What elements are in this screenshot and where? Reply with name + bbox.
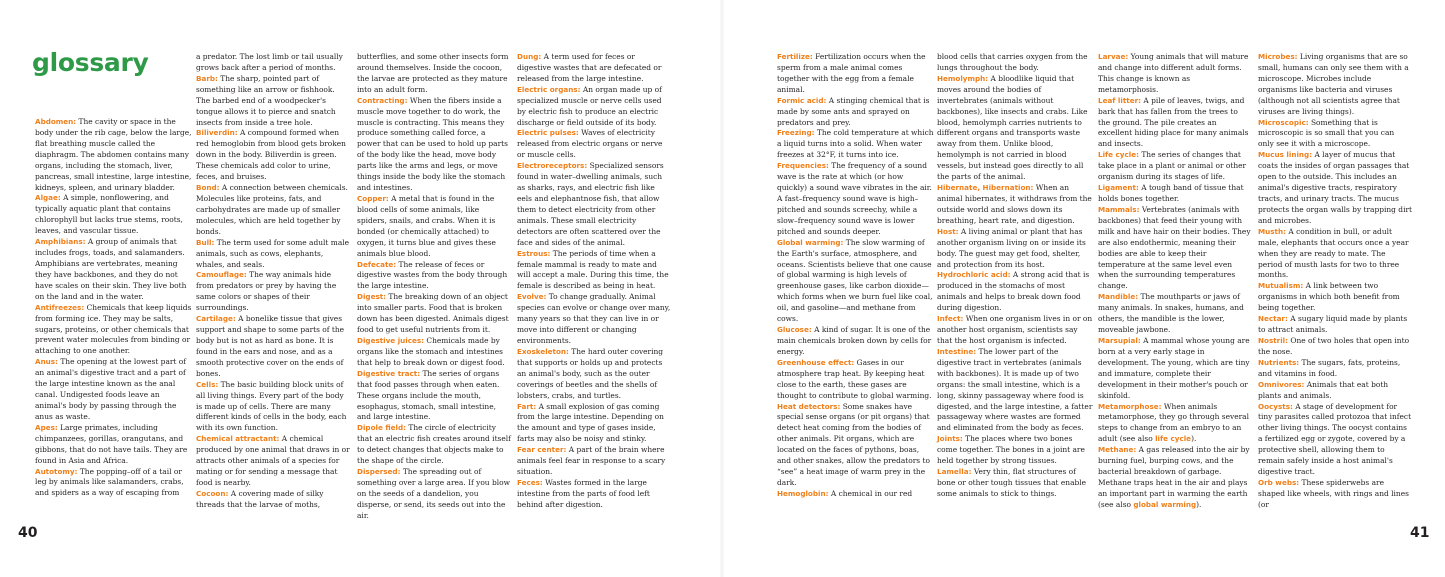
glossary-term: Contracting: xyxy=(357,95,408,105)
glossary-entry xyxy=(517,249,671,293)
glossary-entry xyxy=(1258,314,1412,336)
glossary-entry xyxy=(1098,52,1251,96)
glossary-definition: A link between two organisms in which both benefit from being together. xyxy=(1258,281,1400,313)
glossary-entry xyxy=(1258,227,1412,282)
glossary-term: Mutualism: xyxy=(1258,281,1304,291)
glossary-term: Fertilize: xyxy=(777,52,813,61)
glossary-term: Antifreezes: xyxy=(35,302,85,312)
glossary-entry xyxy=(777,402,935,489)
glossary-term: Orb webs: xyxy=(1258,477,1300,487)
glossary-entry xyxy=(357,336,511,369)
glossary-definition: The mouthparts or jaws of many animals. In snakes, humans, and others, the mandible is the lower, moveable jawbone. xyxy=(1098,292,1244,335)
glossary-definition: blood cells that carries oxygen from the lungs throughout the body. xyxy=(937,52,1088,72)
glossary-definition: A sugary liquid made by plants to attract animals. xyxy=(1258,314,1408,335)
glossary-entry xyxy=(196,489,350,511)
glossary-entry xyxy=(35,303,193,358)
glossary-definition: Fertilization occurs when the sperm from a male animal comes together with the egg from a female animal. xyxy=(777,52,926,94)
glossary-term: Estrous: xyxy=(517,248,551,258)
glossary-term: Methane: xyxy=(1098,445,1137,455)
glossary-definition: A covering made of silky threads that the larvae of moths, xyxy=(196,488,324,509)
glossary-definition: A part of the brain where animals feel fear in response to a scary situation. xyxy=(517,445,666,477)
glossary-entry xyxy=(517,292,671,347)
glossary-definition: Wastes formed in the large intestine from the parts of food left behind after digestion. xyxy=(517,477,650,509)
glossary-term: Apes: xyxy=(35,422,58,432)
glossary-definition: To change gradually. Animal species can evolve or change over many, many years so that they can live in or move into different or changing environments. xyxy=(517,292,671,345)
glossary-term: Musth: xyxy=(1258,226,1286,236)
glossary-definition: A small explosion of gas coming from the large intestine. Depending on the amount and type of gases inside, farts may also be noisy and stinky. xyxy=(517,401,664,444)
glossary-definition: The series of changes that take place in a plant or animal or other organism during its stages of life. xyxy=(1098,150,1247,182)
glossary-definition: Waves of electricity released from electric organs or nerve or muscle cells. xyxy=(517,128,663,160)
glossary-definition: Young animals that will mature and change into different adult forms. This change is known as metamorphosis. xyxy=(1098,52,1249,94)
glossary-term: Heat detectors: xyxy=(777,401,841,411)
glossary-term: Hibernate, Hibernation: xyxy=(937,183,1034,193)
glossary-entry xyxy=(777,161,935,237)
glossary-entry xyxy=(1098,96,1251,151)
glossary-term: Bull: xyxy=(196,237,215,247)
glossary-term: Fear center: xyxy=(517,445,567,455)
glossary-entry xyxy=(777,128,935,161)
glossary-definition: A living animal or plant that has another organism living on or inside its body. The guest may get food, shelter, and protection from its host. xyxy=(937,226,1086,269)
glossary-term: Abdomen: xyxy=(35,117,77,126)
glossary-term: Electric pulses: xyxy=(517,128,579,138)
glossary-entry xyxy=(1258,150,1412,226)
glossary-entry xyxy=(1098,402,1251,446)
glossary-entry xyxy=(196,52,350,74)
glossary-term: Barb: xyxy=(196,73,218,83)
glossary-term: Dung: xyxy=(517,52,542,61)
glossary-term: Lamella: xyxy=(937,467,972,477)
glossary-definition: Something that is microscopic is so small that you can only see it with a microscope. xyxy=(1258,117,1395,149)
glossary-definition: A tough band of tissue that holds bones together. xyxy=(1098,183,1244,203)
glossary-term: Larvae: xyxy=(1098,52,1129,61)
glossary-entry xyxy=(937,314,1093,347)
glossary-entry xyxy=(777,238,935,325)
glossary-term: Mammals: xyxy=(1098,204,1140,214)
glossary-term: Evolve: xyxy=(517,292,547,302)
glossary-definition: A term used for feces or digestive wastes that are defecated or released from the large intestine. xyxy=(517,52,662,83)
glossary-entry xyxy=(196,314,350,380)
glossary-definition: The sugars, fats, proteins, and vitamins in food. xyxy=(1258,357,1401,378)
glossary-column xyxy=(777,52,935,500)
glossary-term: Feces: xyxy=(517,477,543,487)
cross-reference: life cycle xyxy=(1155,434,1192,444)
glossary-term: Intestine: xyxy=(937,346,977,356)
glossary-term: Cocoon: xyxy=(196,488,229,498)
glossary-entry xyxy=(35,423,193,467)
glossary-definition: An organ made up of specialized muscle or nerve cells used by electric fish to produce an electric discharge or field outside of its body. xyxy=(517,84,662,127)
glossary-definition: A strong acid that is produced in the stomachs of most animals and helps to break down food during digestion. xyxy=(937,270,1090,313)
glossary-term: Hemolymph: xyxy=(937,73,989,83)
glossary-term: Digestive juices: xyxy=(357,335,425,345)
glossary-entry xyxy=(1098,445,1251,511)
glossary-term: Life cycle: xyxy=(1098,150,1139,160)
glossary-definition: Gases in our atmosphere trap heat. By keeping heat close to the earth, these gases are thought to contribute to global warming. xyxy=(777,357,932,400)
glossary-entry xyxy=(777,325,935,358)
glossary-term: Hydrochloric acid: xyxy=(937,270,1011,280)
glossary-entry xyxy=(777,489,935,500)
glossary-column xyxy=(1098,52,1251,511)
glossary-term: Joints: xyxy=(937,434,963,444)
glossary-term: Mandible: xyxy=(1098,292,1139,302)
glossary-definition: butterflies, and some other insects form around themselves. Inside the cocoon, the larvae are protected as they mature into an adult form. xyxy=(357,52,509,94)
glossary-entry xyxy=(777,358,935,402)
glossary-definition: The lower part of the digestive tract in vertebrates (animals with backbones). It is made up of two organs: the small intestine, which is a long, skinny passageway where food is digested, and the large intestine, a fatter passageway where wastes are formed and eliminated from the body as feces. xyxy=(937,346,1093,433)
glossary-term: Nutrients: xyxy=(1258,357,1300,367)
glossary-definition: Chemicals made by organs like the stomach and intestines that help to break down or digest food. xyxy=(357,335,505,367)
glossary-term: Exoskeleton: xyxy=(517,346,569,356)
glossary-entry xyxy=(777,96,935,129)
glossary-definition-end: ). xyxy=(1196,499,1202,509)
glossary-entry xyxy=(937,347,1093,434)
glossary-entry xyxy=(35,467,193,500)
glossary-definition: The cavity or space in the body under the rib cage, below the large, flat breathing muscle called the diaphragm. The abdomen contains many organs, including the stomach, liver, pancreas, small intestine, large intestine, kidneys, spleen, and urinary bladder. xyxy=(35,117,192,192)
glossary-definition: When an animal hibernates, it withdraws from the outside world and slows down its breathing, heart rate, and digestion. xyxy=(937,183,1092,225)
glossary-entry xyxy=(35,117,193,193)
glossary-definition: A group of animals that includes frogs, toads, and salamanders. Amphibians are vertebrates, meaning they have backbones, and they do not have scales on their skin. They live both on the land and in the water. xyxy=(35,237,187,301)
glossary-entry xyxy=(937,270,1093,314)
glossary-column xyxy=(196,52,350,511)
glossary-term: Formic acid: xyxy=(777,95,827,105)
glossary-term: Global warming: xyxy=(777,237,844,247)
glossary-term: Amphibians: xyxy=(35,237,86,247)
glossary-entry xyxy=(1258,402,1412,478)
glossary-definition: A pile of leaves, twigs, and bark that has fallen from the trees to the ground. The pile creates an excellent hiding place for many animals and insects. xyxy=(1098,95,1249,149)
glossary-definition: Large primates, including chimpanzees, gorillas, orangutans, and gibbons, that do not have tails. They are found in Asia and Africa. xyxy=(35,422,188,465)
glossary-definition: One of two holes that open into the nose. xyxy=(1258,335,1410,356)
glossary-term: Omnivores: xyxy=(1258,379,1305,389)
glossary-term: Leaf litter: xyxy=(1098,95,1142,105)
glossary-entry xyxy=(357,194,511,260)
glossary-entry xyxy=(196,238,350,271)
glossary-entry xyxy=(357,52,511,96)
glossary-term: Algae: xyxy=(35,193,61,203)
glossary-entry xyxy=(1258,52,1412,118)
glossary-definition: A chemical in our red xyxy=(828,488,913,498)
glossary-term: Freezing: xyxy=(777,128,815,138)
glossary-entry xyxy=(357,423,511,467)
glossary-term: Metamorphose: xyxy=(1098,401,1162,411)
glossary-entry xyxy=(357,369,511,424)
glossary-definition: When the fibers inside a muscle move together to do work, the muscle is contracting. This means they produce something called force, a power that can be used to hold up parts of the body like the head, move body parts like the arms and legs, or move things inside the body like the stomach and intestines. xyxy=(357,95,508,193)
glossary-entry xyxy=(517,52,671,85)
glossary-definition: The circle of electricity that an electric fish creates around itself to detect changes that objects make to the shape of the circle. xyxy=(357,423,511,466)
glossary-column xyxy=(1258,52,1412,511)
glossary-term: Infect: xyxy=(937,314,964,324)
glossary-entry xyxy=(777,52,935,96)
glossary-definition: a predator. The lost limb or tail usually grows back after a period of months. xyxy=(196,52,343,72)
glossary-definition: A condition in bull, or adult male, elephants that occurs once a year when they are ready to mate. The period of musth lasts for two to three months. xyxy=(1258,226,1409,280)
glossary-term: Nectar: xyxy=(1258,314,1288,324)
glossary-term: Microbes: xyxy=(1258,52,1298,61)
glossary-term: Biliverdin: xyxy=(196,128,238,138)
glossary-entry xyxy=(517,478,671,511)
glossary-term: Electroreceptors: xyxy=(517,161,588,171)
glossary-definition: A stinging chemical that is made by some ants and sprayed on predators and prey. xyxy=(777,95,930,127)
glossary-definition: A mammal whose young are born at a very early stage in development. The young, which are tiny and immature, complete their development in their mother's pouch or skinfold. xyxy=(1098,335,1250,400)
glossary-term: Ligament: xyxy=(1098,183,1139,193)
glossary-entry xyxy=(196,74,350,129)
glossary-entry xyxy=(517,128,671,161)
glossary-entry xyxy=(1258,358,1412,380)
glossary-definition: The way animals hide from predators or prey by having the same colors or shapes of their surroundings. xyxy=(196,270,337,313)
glossary-entry xyxy=(1098,205,1251,292)
glossary-definition: A compound formed when red hemoglobin from blood gets broken down in the body. Biliverdin is green. These chemicals add color to urine, feces, and bruises. xyxy=(196,128,346,182)
glossary-entry xyxy=(1098,292,1251,336)
glossary-entry xyxy=(357,467,511,522)
glossary-definition: The basic building block units of all living things. Every part of the body is made up of cells. There are many different kinds of cells in the body, each with its own function. xyxy=(196,379,347,433)
glossary-definition: The spreading out of something over a large area. If you blow on the seeds of a dandelion, you disperse, or send, its seeds out into the air. xyxy=(357,467,510,520)
glossary-entry xyxy=(1098,183,1251,205)
glossary-term: Copper: xyxy=(357,193,389,203)
glossary-definition: The popping–off of a tail or leg by animals like salamanders, crabs, and spiders as a way of escaping from xyxy=(35,466,184,498)
glossary-definition: The places where two bones come together. The bones in a joint are held together by strong tissues. xyxy=(937,434,1085,466)
glossary-entry xyxy=(196,270,350,314)
glossary-entry xyxy=(1258,380,1412,402)
glossary-term: Defecate: xyxy=(357,259,397,269)
cross-reference: global warming xyxy=(1133,499,1197,509)
glossary-definition: The breaking down of an object into smaller parts. Food that is broken down has been digested. Animals digest food to get useful nutrients from it. xyxy=(357,292,509,335)
glossary-entry xyxy=(196,434,350,489)
glossary-definition: Vertebrates (animals with backbones) that feed their young with milk and have hair on their bodies. They are also endothermic, meaning their bodies are able to keep their temperature at the same level even when the surrounding temperatures change. xyxy=(1098,204,1251,291)
glossary-term: Marsupial: xyxy=(1098,335,1141,345)
page-number-right: 41 xyxy=(1410,525,1430,541)
glossary-definition: A gas released into the air by burning fuel, burping cows, and the bacterial breakdown of garbage. Methane traps heat in the air and plays an important part in warming the earth (see also xyxy=(1098,445,1250,509)
glossary-entry xyxy=(937,467,1093,500)
glossary-column xyxy=(357,52,511,522)
glossary-entry xyxy=(1098,150,1251,183)
glossary-column xyxy=(517,52,671,511)
glossary-definition: The frequency of a sound wave is the rate at which (or how quickly) a sound wave vibrates in the air. A fast–frequency sound wave is high–pitched and sounds screechy, while a slow–frequency sound wave is lower pitched and sounds deeper. xyxy=(777,161,932,236)
glossary-entry xyxy=(196,128,350,183)
glossary-entry xyxy=(35,193,193,237)
glossary-term: Bond: xyxy=(196,183,220,193)
glossary-entry xyxy=(357,292,511,336)
glossary-term: Glucose: xyxy=(777,325,812,335)
glossary-entry xyxy=(1258,336,1412,358)
glossary-term: Digest: xyxy=(357,292,387,302)
glossary-term: Host: xyxy=(937,226,959,236)
glossary-term: Oocysts: xyxy=(1258,401,1293,411)
glossary-definition: A connection between chemicals. Molecules like proteins, fats, and carbohydrates are made up of smaller molecules, which are held together by bonds. xyxy=(196,183,348,236)
glossary-definition: Animals that eat both plants and animals. xyxy=(1258,379,1389,400)
glossary-term: Fart: xyxy=(517,401,537,411)
glossary-entry xyxy=(937,183,1093,227)
glossary-definition: A stage of development for tiny parasites called protozoa that infect other living things. The oocyst contains a fertilized egg or zygote, covered by a protective shell, allowing them to remain safely inside a host animal's digestive tract. xyxy=(1258,401,1412,477)
glossary-term: Dipole field: xyxy=(357,423,407,433)
glossary-term: Cells: xyxy=(196,379,219,389)
glossary-definition-end: ). xyxy=(1191,434,1197,444)
glossary-entry xyxy=(1258,118,1412,151)
glossary-entry xyxy=(517,161,671,248)
glossary-term: Chemical attractant: xyxy=(196,434,280,444)
glossary-column xyxy=(937,52,1093,500)
glossary-definition: A kind of sugar. It is one of the main chemicals broken down by cells for energy. xyxy=(777,325,932,356)
glossary-term: Cartilage: xyxy=(196,314,236,324)
glossary-entry xyxy=(937,74,1093,183)
glossary-term: Greenhouse effect: xyxy=(777,357,855,367)
glossary-term: Anus: xyxy=(35,357,58,367)
glossary-entry xyxy=(1098,336,1251,402)
page-number-left: 40 xyxy=(18,525,38,541)
glossary-entry xyxy=(517,445,671,478)
glossary-definition: A simple, nonflowering, and typically aquatic plant that contains chlorophyll but lacks true stems, roots, leaves, and vascular tissue. xyxy=(35,193,183,236)
glossary-definition: The opening at the lowest part of an animal's digestive tract and a part of the large intestine known as the anal canal. Undigested foods leave an animal's body by passing through the anus as waste. xyxy=(35,357,187,421)
glossary-entry xyxy=(937,52,1093,74)
glossary-entry xyxy=(357,96,511,194)
glossary-definition: The release of feces or digestive wastes from the body through the large intestine. xyxy=(357,259,508,291)
glossary-definition: A chemical produced by one animal that draws in or attracts other animals of a species for mating or for sending a message that food is nearby. xyxy=(196,434,350,487)
glossary-definition: These spiderwebs are shaped like wheels, with rings and lines (or xyxy=(1258,477,1409,509)
glossary-entry xyxy=(196,380,350,435)
glossary-term: Microscopic: xyxy=(1258,117,1309,127)
glossary-entry xyxy=(937,227,1093,271)
glossary-definition: The slow warming of the Earth's surface, atmosphere, and oceans. Scientists believe that one cause of global warming is high levels of greenhouse gases, like carbon dioxide—which forms when we burn fuel like coal, oil, and gasoline—and methane from cows. xyxy=(777,237,933,324)
glossary-entry xyxy=(1258,478,1412,511)
glossary-definition: The series of organs that food passes through when eaten. These organs include the mouth, esophagus, stomach, small intestine, and large intestine. xyxy=(357,368,500,422)
page-title: glossary xyxy=(32,48,149,77)
glossary-definition: Specialized sensors found in water–dwelling animals, such as sharks, rays, and electric fish like eels and elephantnose fish, that allow them to detect electricity from other animals. These small electricity detectors are often scattered over the face and sides of the animal. xyxy=(517,161,664,247)
glossary-definition: The term used for some adult male animals, such as cows, elephants, whales, and seals. xyxy=(196,237,350,269)
glossary-entry xyxy=(35,237,193,303)
glossary-definition: When one organism lives in or on another host organism, scientists say that the host organism is infected. xyxy=(937,314,1093,345)
glossary-entry xyxy=(357,260,511,293)
glossary-definition: The periods of time when a female mammal is ready to mate and will accept a male. During this time, the female is described as being in heat. xyxy=(517,248,669,291)
glossary-entry xyxy=(196,183,350,238)
glossary-term: Hemoglobin: xyxy=(777,488,829,498)
glossary-term: Frequencies: xyxy=(777,161,829,171)
glossary-entry xyxy=(937,434,1093,467)
glossary-definition: Very thin, flat structures of bone or other tough tissues that enable some animals to stick to things. xyxy=(937,467,1087,498)
glossary-definition: The cold temperature at which a liquid turns into a solid. When water freezes at 32°F, it turns into ice. xyxy=(777,128,934,160)
glossary-term: Dispersed: xyxy=(357,467,401,477)
glossary-definition: The sharp, pointed part of something like an arrow or fishhook. The barbed end of a woodpecker's tongue allows it to pierce and snatch insects from inside a tree hole. xyxy=(196,73,336,127)
glossary-term: Mucus lining: xyxy=(1258,150,1313,160)
glossary-definition: A metal that is found in the blood cells of some animals, like spiders, snails, and crabs. When it is bonded (or chemically attached) to oxygen, it turns blue and gives these animals blue blood. xyxy=(357,193,496,258)
glossary-definition: Chemicals that keep liquids from forming ice. They may be salts, sugars, proteins, or other chemicals that prevent water molecules from binding or attaching to one another. xyxy=(35,302,192,356)
glossary-term: Camouflage: xyxy=(196,270,247,280)
glossary-entry xyxy=(517,347,671,402)
glossary-definition: Some snakes have special sense organs (or pit organs) that detect heat coming from the bodies of other animals. Pit organs, which are located on the faces of pythons, boas, and other snakes, allow the predators to “see” a heat image of warm prey in the dark. xyxy=(777,401,930,487)
glossary-definition: The hard outer covering that supports or holds up and protects an animal's body, such as the outer coverings of beetles and the shells of lobsters, crabs, and turtles. xyxy=(517,346,664,400)
glossary-term: Nostril: xyxy=(1258,335,1289,345)
page-gutter xyxy=(720,0,724,577)
glossary-definition: A bloodlike liquid that moves around the bodies of invertebrates (animals without backbones), like insects and crabs. Like blood, hemolymph carries nutrients to different organs and transports waste away from them. Unlike blood, hemolymph is not carried in blood vessels, but instead goes directly to all the parts of the animal. xyxy=(937,73,1088,182)
glossary-entry xyxy=(35,357,193,423)
glossary-definition: A layer of mucus that coats the insides of organ passages that open to the outside. This includes an animal's digestive tracts, respiratory tracts, and urinary tracts. The mucus protects the organ walls by trapping dirt and microbes. xyxy=(1258,150,1412,225)
glossary-entry xyxy=(517,402,671,446)
glossary-definition: Living organisms that are so small, humans can only see them with a microscope. Microbes include organisms like bacteria and viruses (although not all scientists agree that viruses are living things). xyxy=(1258,52,1409,116)
glossary-term: Electric organs: xyxy=(517,84,581,94)
glossary-term: Digestive tract: xyxy=(357,368,421,378)
glossary-definition: A bonelike tissue that gives support and shape to some parts of the body but is not as hard as bone. It is found in the ears and nose, and as a smooth protective cover on the ends of bones. xyxy=(196,314,345,378)
glossary-definition: When animals metamorphose, they go through several steps to change from an embryo to an adult (see also xyxy=(1098,401,1249,444)
glossary-term: Autotomy: xyxy=(35,466,78,476)
glossary-column xyxy=(35,117,193,499)
glossary-entry xyxy=(1258,281,1412,314)
glossary-entry xyxy=(517,85,671,129)
